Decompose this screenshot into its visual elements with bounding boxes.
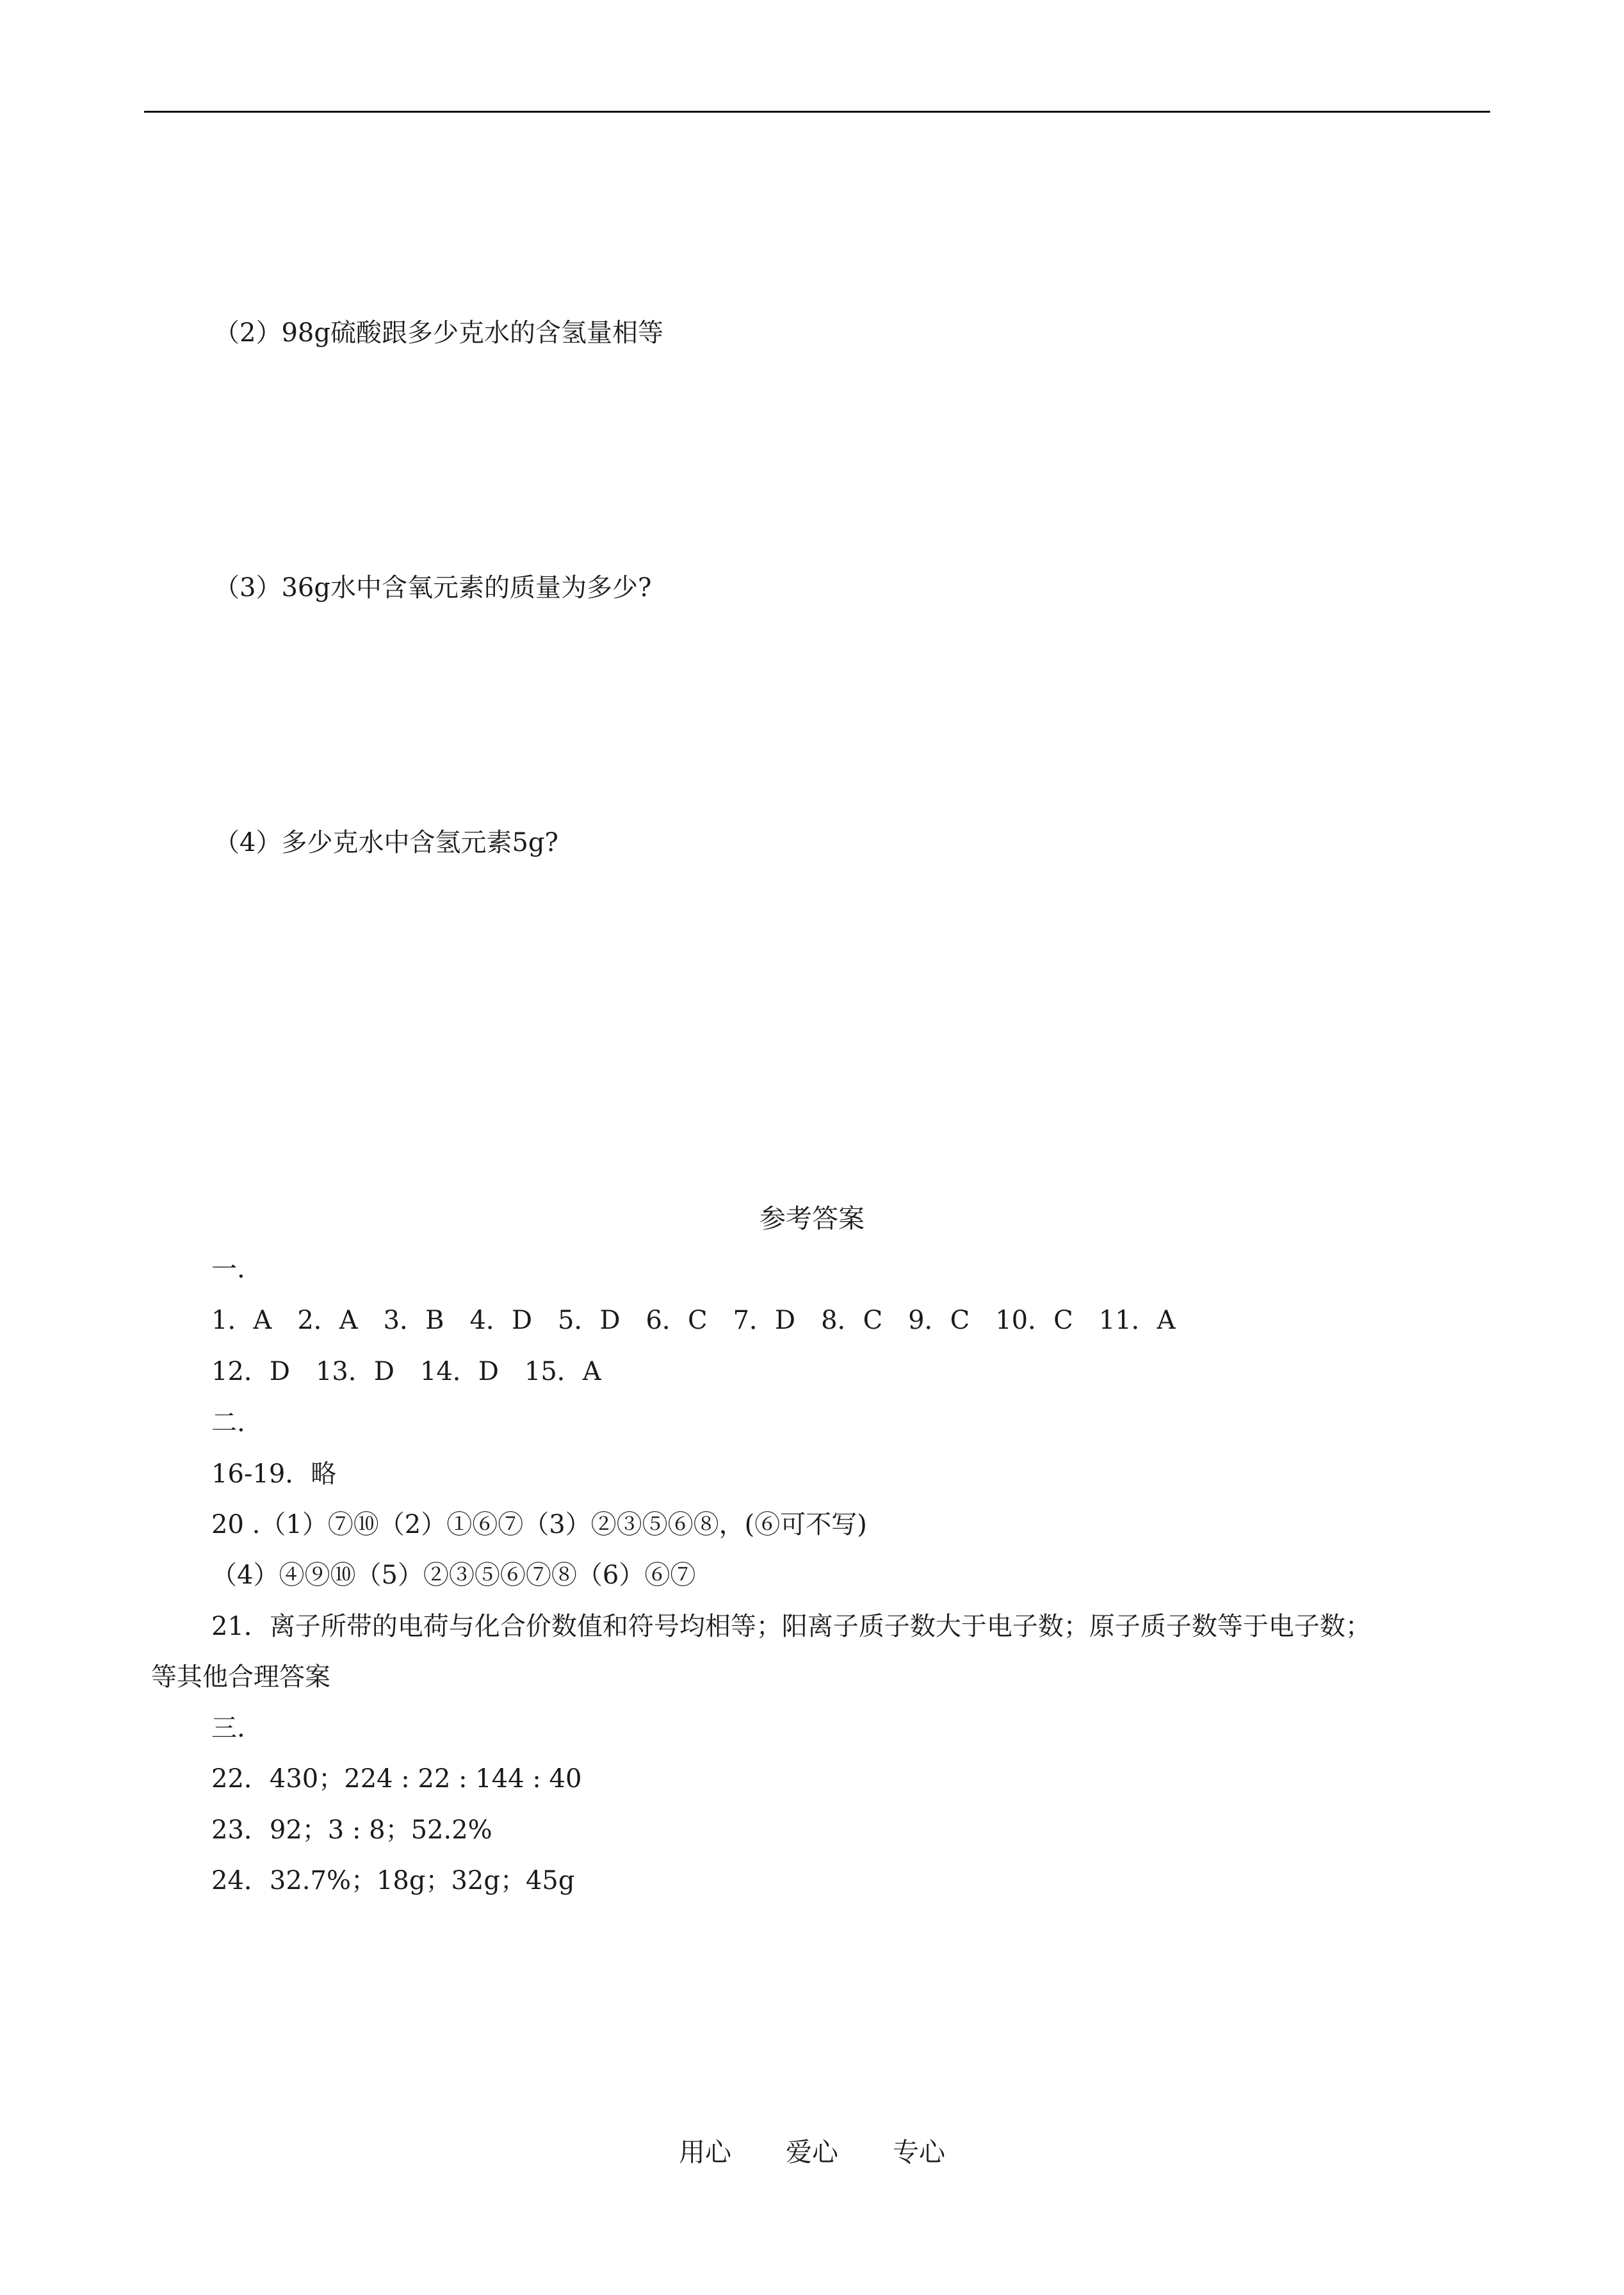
question-2: （2）98g硫酸跟多少克水的含氢量相等 bbox=[214, 318, 663, 348]
answer-16-19: 16-19．略 bbox=[211, 1459, 337, 1489]
answer-21-line-2: 等其他合理答案 bbox=[151, 1662, 330, 1692]
answer-22: 22．430；224 : 22 : 144 : 40 bbox=[211, 1764, 582, 1794]
question-3: （3）36g水中含氧元素的质量为多少? bbox=[214, 573, 652, 603]
answer-21-line-1: 21．离子所带的电荷与化合价数值和符号均相等；阳离子质子数大于电子数；原子质子数等于电子数； bbox=[211, 1612, 1371, 1641]
footer-word-2: 爱心 bbox=[786, 2137, 838, 2168]
section-2-heading: 二. bbox=[211, 1408, 245, 1438]
header-rule bbox=[144, 111, 1490, 113]
answer-key-title: 参考答案 bbox=[759, 1203, 865, 1234]
section-1-heading: 一. bbox=[211, 1254, 245, 1284]
answers-row-1: 1．A 2．A 3．B 4．D 5．D 6．C 7．D 8．C 9．C 10．C 11．A bbox=[211, 1306, 1176, 1335]
answer-23: 23．92；3 : 8；52.2% bbox=[211, 1815, 492, 1845]
answer-24: 24．32.7%；18g；32g；45g bbox=[211, 1866, 575, 1895]
answer-20-line-1: 20 .（1）⑦⑩（2）①⑥⑦（3）②③⑤⑥⑧，(⑥可不写) bbox=[211, 1510, 867, 1539]
answers-row-2: 12．D 13．D 14．D 15．A bbox=[211, 1357, 601, 1386]
footer-motto bbox=[0, 2136, 1624, 2169]
section-3-heading: 三. bbox=[211, 1714, 245, 1743]
footer-word-1: 用心 bbox=[678, 2137, 731, 2168]
answer-20-line-2: （4）④⑨⑩（5）②③⑤⑥⑦⑧（6）⑥⑦ bbox=[211, 1561, 696, 1590]
footer-word-3: 专心 bbox=[893, 2137, 946, 2168]
question-4: （4）多少克水中含氢元素5g? bbox=[214, 828, 558, 857]
